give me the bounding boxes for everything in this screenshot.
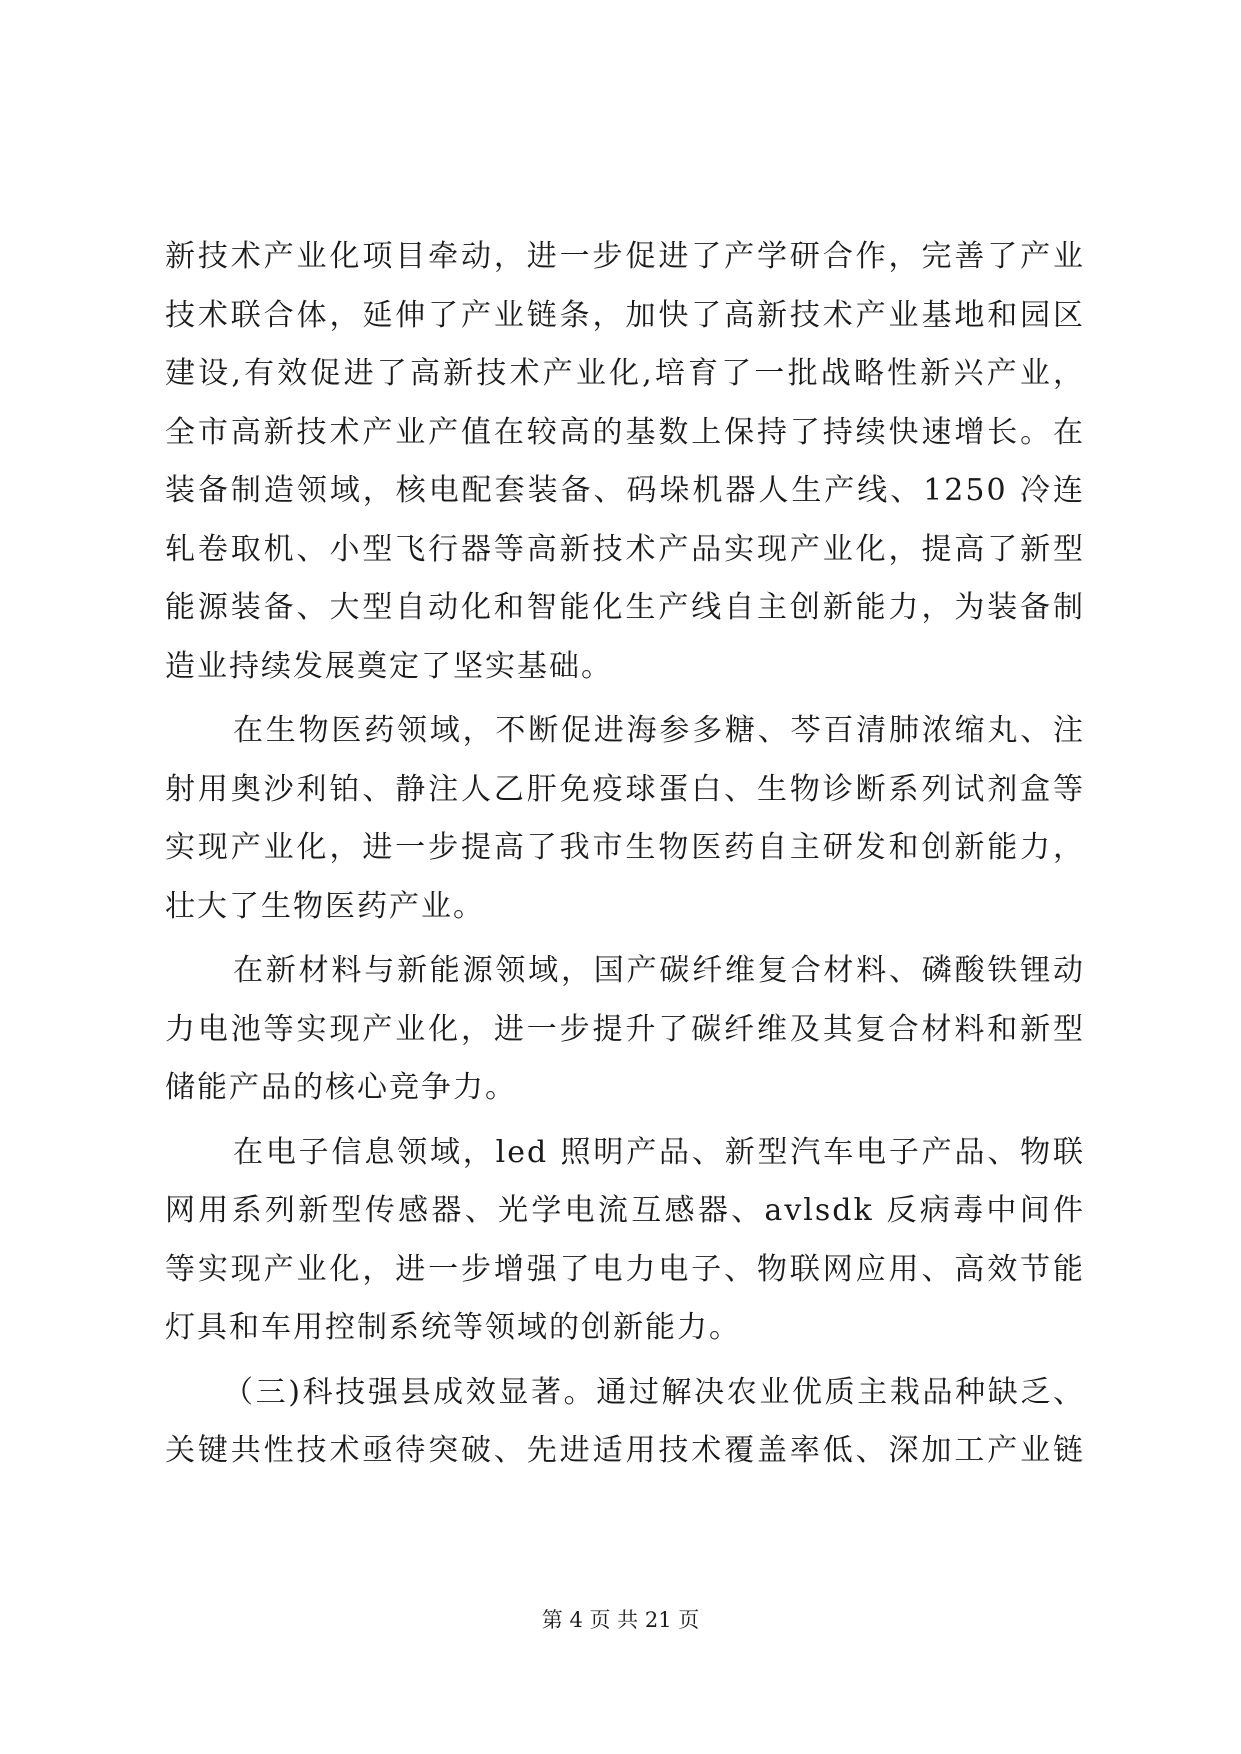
body-line: 网用系列新型传感器、光学电流互感器、avlsdk 反病毒中间件 xyxy=(165,1193,1085,1228)
body-line: 造业持续发展奠定了坚实基础。 xyxy=(165,648,613,684)
body-line: 新技术产业化项目牵动，进一步促进了产学研合作，完善了产业 xyxy=(165,239,1085,274)
body-line: 储能产品的核心竞争力。 xyxy=(165,1070,517,1105)
body-line: 技术联合体，延伸了产业链条，加快了高新技术产业基地和园区 xyxy=(165,297,1085,333)
body-line: 在生物医药领域，不断促进海参多糖、芩百清肺浓缩丸、注 xyxy=(233,713,1085,748)
body-line: 在新材料与新能源领域，国产碳纤维复合材料、磷酸铁锂动 xyxy=(233,953,1085,988)
body-line: 射用奥沙利铂、静注人乙肝免疫球蛋白、生物诊断系列试剂盒等 xyxy=(165,771,1085,807)
body-line: 建设,有效促进了高新技术产业化,培育了一批战略性新兴产业， xyxy=(165,356,1085,391)
document-body xyxy=(165,228,1085,1481)
body-line: 关键共性技术亟待突破、先进适用技术覆盖率低、深加工产业链 xyxy=(165,1433,1085,1468)
body-line: 壮大了生物医药产业。 xyxy=(165,888,485,924)
body-line: 灯具和车用控制系统等领域的创新能力。 xyxy=(165,1310,741,1345)
body-line: 能源装备、大型自动化和智能化生产线自主创新能力，为装备制 xyxy=(165,590,1085,625)
page-footer: 第 4 页 共 21 页 xyxy=(541,1608,700,1632)
body-line: 实现产业化，进一步提高了我市生物医药自主研发和创新能力， xyxy=(165,830,1085,865)
body-line: 全市高新技术产业产值在较高的基数上保持了持续快速增长。在 xyxy=(165,414,1085,450)
body-line: 装备制造领域，核电配套装备、码垛机器人生产线、1250 冷连 xyxy=(165,473,1085,508)
body-line: 轧卷取机、小型飞行器等高新技术产品实现产业化，提高了新型 xyxy=(165,531,1085,567)
body-line: 在电子信息领域，led 照明产品、新型汽车电子产品、物联 xyxy=(233,1134,1085,1170)
body-line: 力电池等实现产业化，进一步提升了碳纤维及其复合材料和新型 xyxy=(165,1011,1085,1047)
body-line: 等实现产业化，进一步增强了电力电子、物联网应用、高效节能 xyxy=(165,1251,1085,1287)
section-heading-line: （三)科技强县成效显著。通过解决农业优质主栽品种缺乏、 xyxy=(223,1374,1085,1410)
